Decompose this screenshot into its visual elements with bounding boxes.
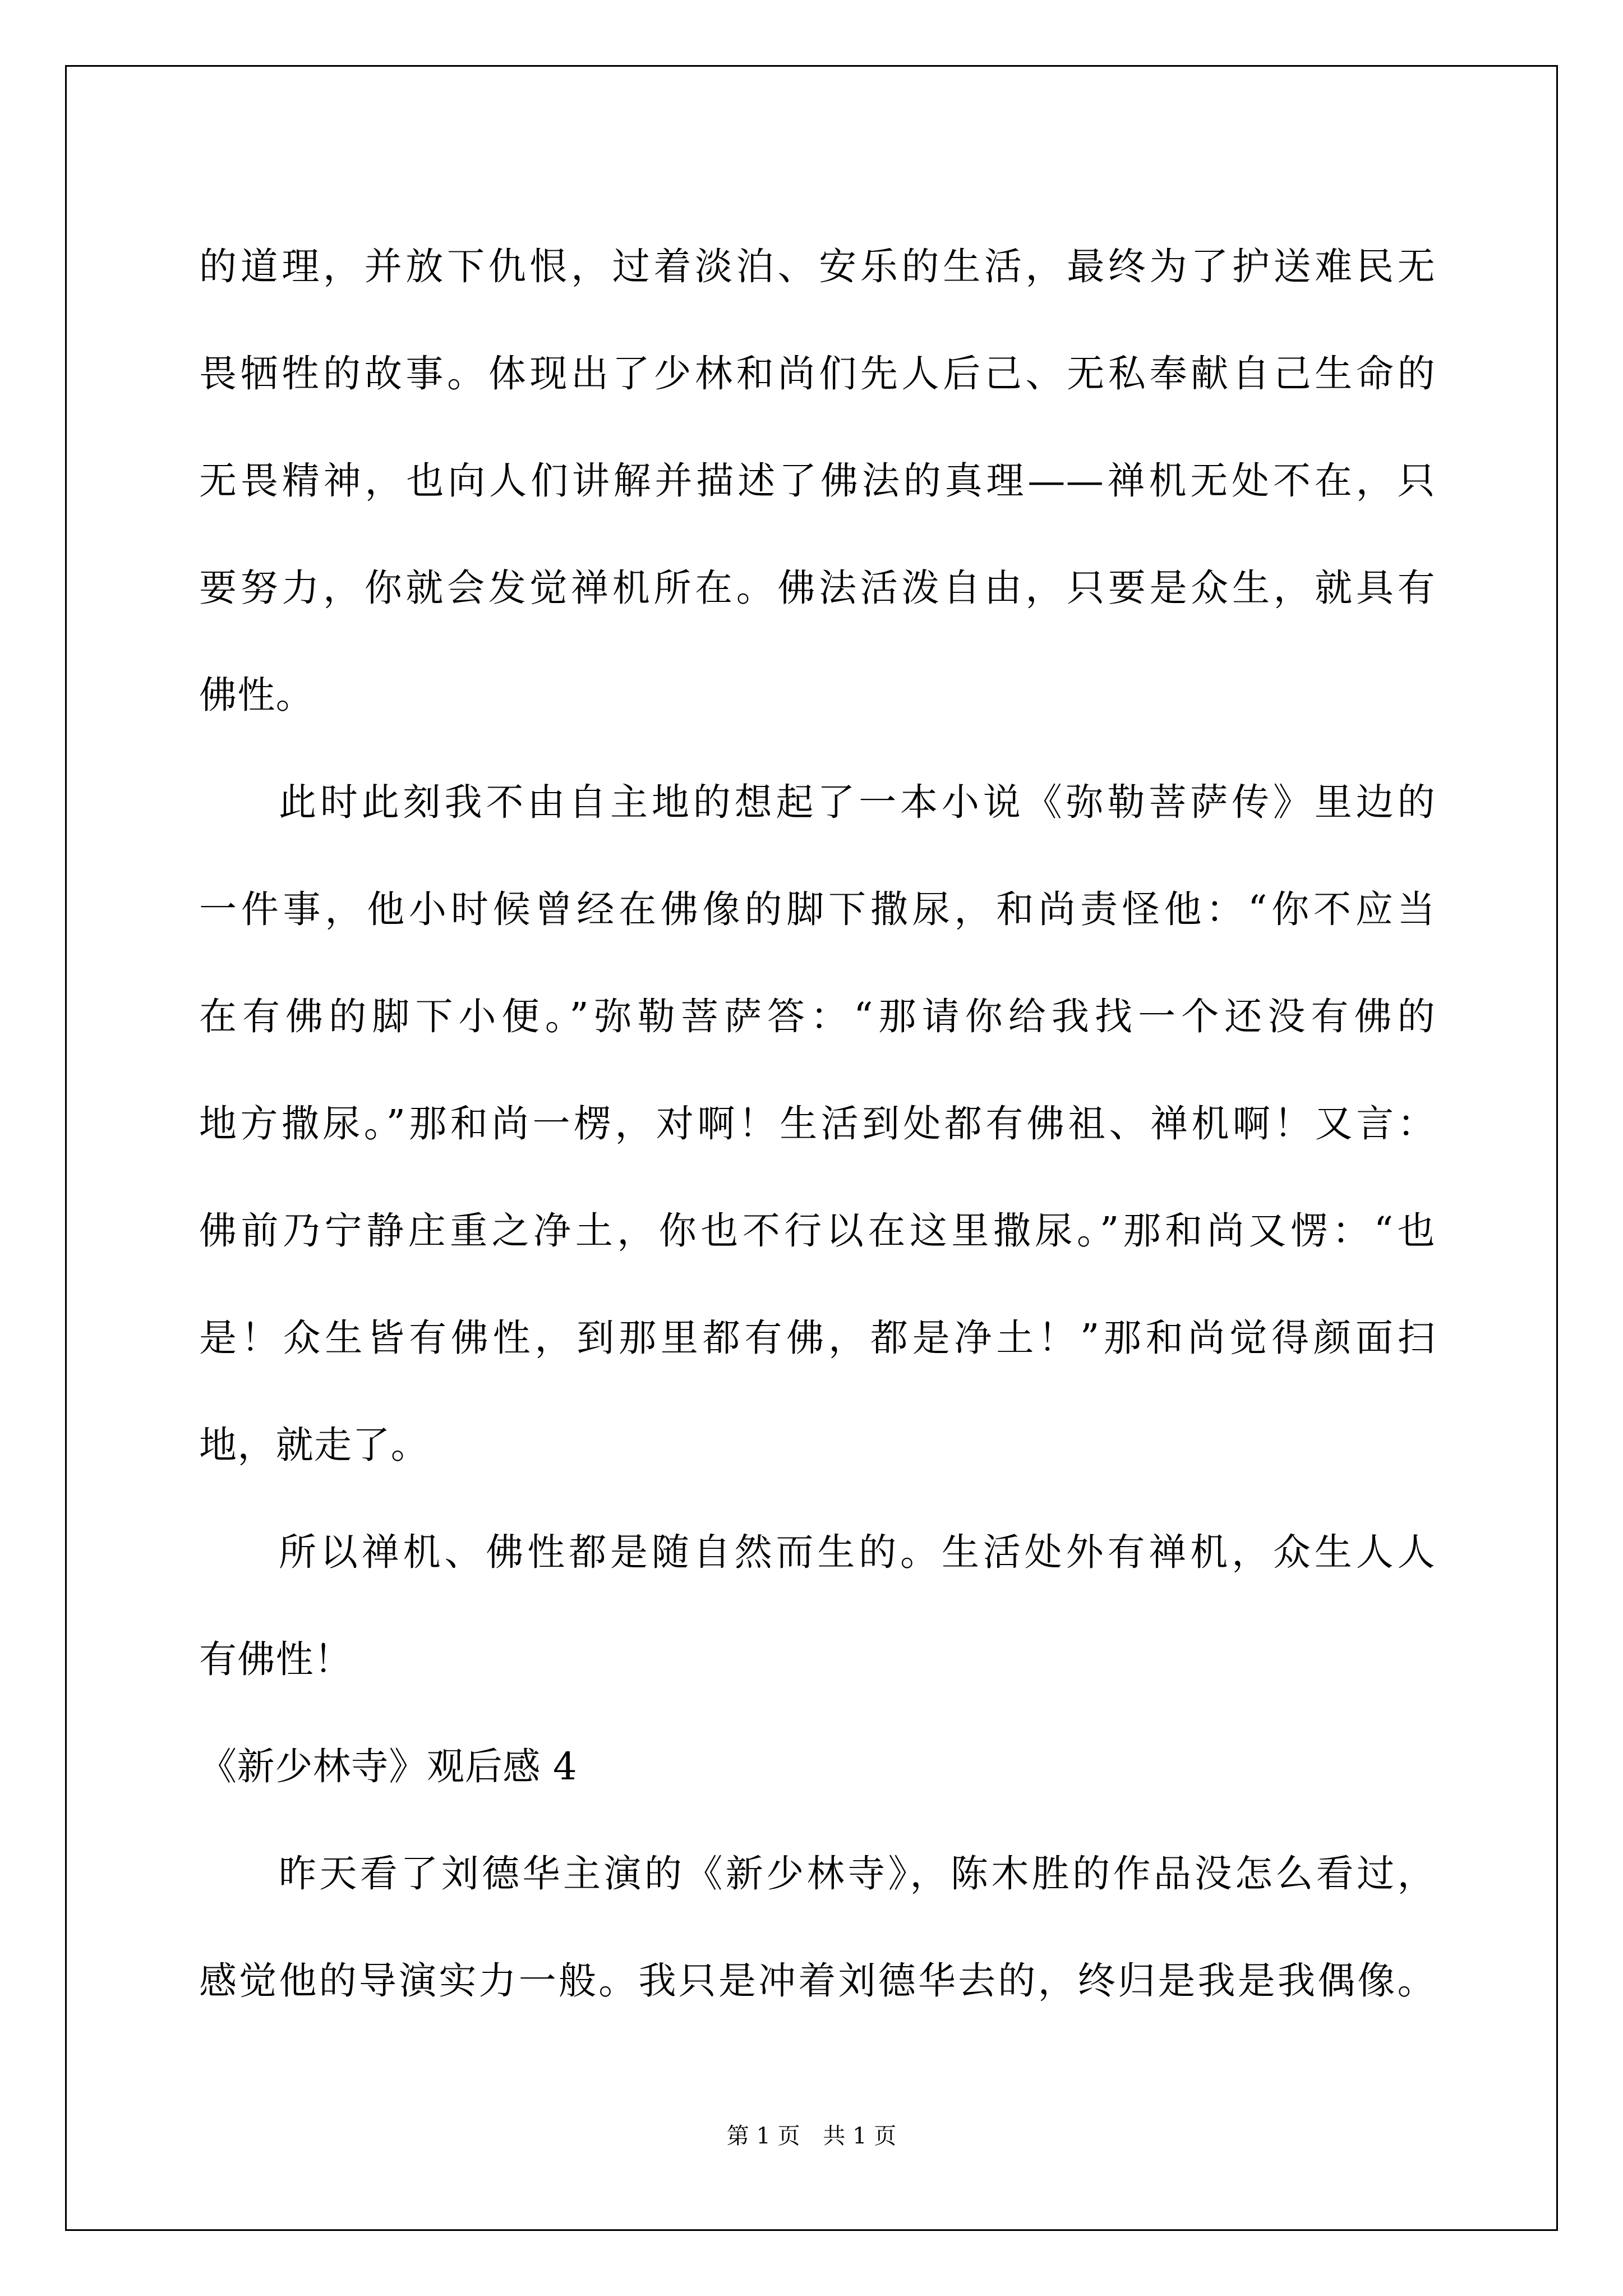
text-line: 畏牺牲的故事。体现出了少林和尚们先人后己、无私奉献自己生命的 bbox=[199, 352, 1436, 395]
text-line: 感觉他的导演实力一般。我只是冲着刘德华去的，终归是我是我偶像。 bbox=[199, 1959, 1436, 2003]
text-line: 昨天看了刘德华主演的《新少林寺》，陈木胜的作品没怎么看过， bbox=[279, 1852, 1436, 1895]
text-line: 地方撒尿。”那和尚一楞，对啊！生活到处都有佛祖、禅机啊！又言： bbox=[199, 1102, 1436, 1145]
text-line: 要努力，你就会发觉禅机所在。佛法活泼自由，只要是众生，就具有 bbox=[199, 566, 1436, 610]
text-line: 佛前乃宁静庄重之净土，你也不行以在这里撒尿。”那和尚又愣：“也 bbox=[199, 1209, 1436, 1253]
section-heading: 《新少林寺》观后感 4 bbox=[199, 1745, 578, 1788]
document-body bbox=[199, 213, 1436, 2035]
text-line: 的道理，并放下仇恨，过着淡泊、安乐的生活，最终为了护送难民无 bbox=[199, 245, 1436, 288]
text-line: 无畏精神，也向人们讲解并描述了佛法的真理——禅机无处不在，只 bbox=[199, 459, 1436, 503]
page-number-total: 共 1 页 bbox=[823, 2123, 897, 2149]
text-line: 所以禅机、佛性都是随自然而生的。生活处外有禅机，众生人人 bbox=[279, 1530, 1436, 1574]
page-footer bbox=[0, 2122, 1623, 2150]
text-line: 一件事，他小时候曾经在佛像的脚下撒尿，和尚责怪他：“你不应当 bbox=[199, 887, 1436, 931]
text-line: 是！众生皆有佛性，到那里都有佛，都是净土！”那和尚觉得颜面扫 bbox=[199, 1316, 1436, 1360]
text-line: 佛性。 bbox=[199, 673, 315, 717]
text-line: 在有佛的脚下小便。”弥勒菩萨答：“那请你给我找一个还没有佛的 bbox=[199, 995, 1436, 1038]
page-number-current: 第 1 页 bbox=[726, 2123, 800, 2149]
text-line: 此时此刻我不由自主地的想起了一本小说《弥勒菩萨传》里边的 bbox=[279, 780, 1436, 824]
text-line: 地，就走了。 bbox=[199, 1423, 430, 1467]
text-line: 有佛性！ bbox=[199, 1637, 353, 1681]
